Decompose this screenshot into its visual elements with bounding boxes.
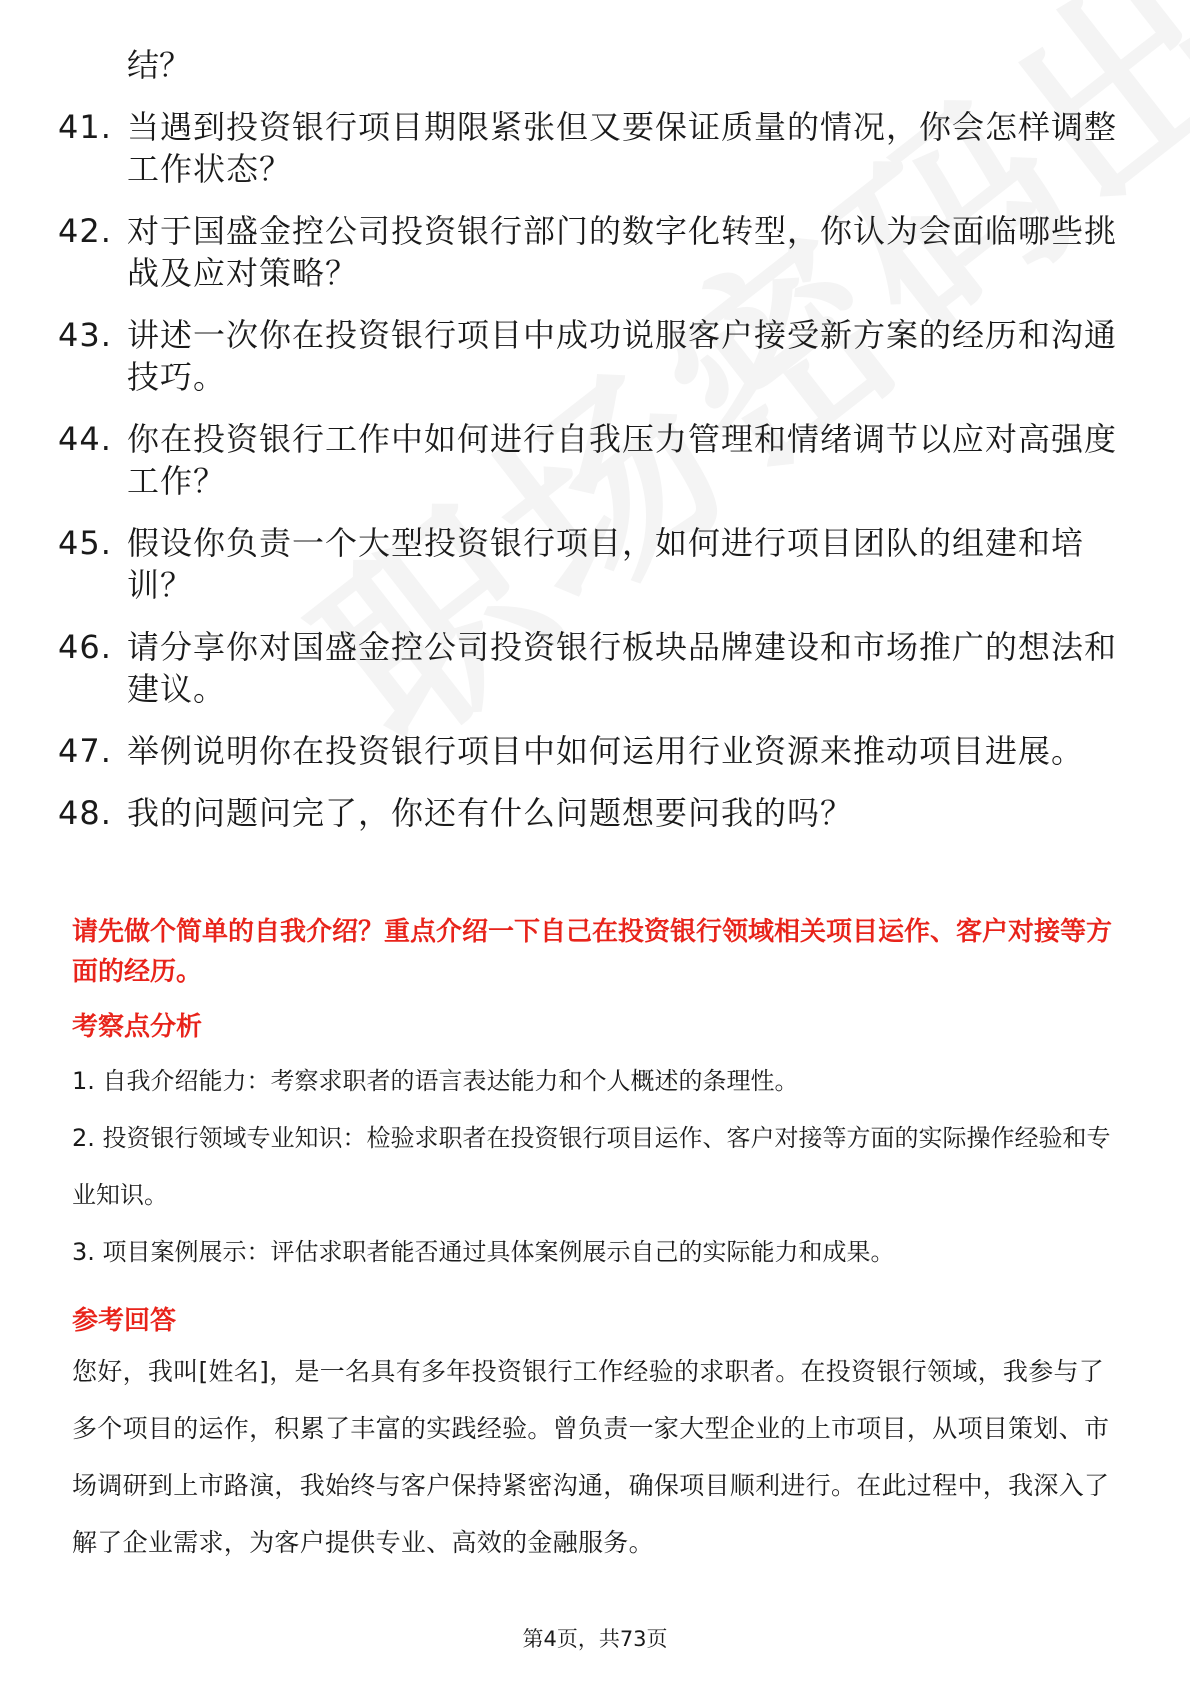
question-text: 讲述一次你在投资银行项目中成功说服客户接受新方案的经历和沟通技巧。 <box>127 316 1118 396</box>
question-number: 44. <box>58 420 112 458</box>
question-text: 请分享你对国盛金控公司投资银行板块品牌建设和市场推广的想法和建议。 <box>127 628 1118 708</box>
question-item <box>58 418 1118 502</box>
reference-title: 参考回答 <box>72 1306 177 1336</box>
question-item <box>58 626 1118 710</box>
question-text: 对于国盛金控公司投资银行部门的数字化转型，你认为会面临哪些挑战及应对策略？ <box>127 212 1118 292</box>
featured-question: 请先做个简单的自我介绍？重点介绍一下自己在投资银行领域相关项目运作、客户对接等方面的经历。 <box>72 917 1113 987</box>
question-text: 举例说明你在投资银行项目中如何运用行业资源来推动项目进展。 <box>127 732 1085 770</box>
analysis-point: 3. 项目案例展示：评估求职者能否通过具体案例展示自己的实际能力和成果。 <box>72 1238 895 1266</box>
featured-question-section <box>72 912 1122 992</box>
question-number: 41. <box>58 108 112 146</box>
reference-section <box>72 1303 1122 1571</box>
question-item <box>58 210 1118 294</box>
question-item <box>58 792 1118 834</box>
analysis-point: 1. 自我介绍能力：考察求职者的语言表达能力和个人概述的条理性。 <box>72 1067 799 1095</box>
question-text: 我的问题问完了，你还有什么问题想要问我的吗？ <box>127 794 854 832</box>
question-number: 45. <box>58 524 112 562</box>
question-continuation: 结？ <box>127 46 192 84</box>
analysis-points <box>72 1053 1122 1281</box>
question-item <box>58 730 1118 772</box>
question-number: 48. <box>58 794 112 832</box>
question-number: 46. <box>58 628 112 666</box>
analysis-title: 考察点分析 <box>72 1012 203 1042</box>
question-text: 假设你负责一个大型投资银行项目，如何进行项目团队的组建和培训？ <box>127 524 1085 604</box>
question-text: 你在投资银行工作中如何进行自我压力管理和情绪调节以应对高强度工作？ <box>127 420 1118 500</box>
page-footer: 第4页，共73页 <box>522 1627 668 1651</box>
analysis-point: 2. 投资银行领域专业知识：检验求职者在投资银行项目运作、客户对接等方面的实际操作经验和专业知识。 <box>72 1124 1111 1209</box>
reference-answer: 您好，我叫[姓名]，是一名具有多年投资银行工作经验的求职者。在投资银行领域，我参与了多个项目的运作，积累了丰富的实践经验。曾负责一家大型企业的上市项目，从项目策划、市场调研到上市路演，我始终与客户保持紧密沟通，确保项目顺利进行。在此过程中，我深入了解了企业需求，为客户提供专业、高效的金融服务。 <box>72 1357 1110 1557</box>
question-list <box>58 44 1118 854</box>
question-number: 47. <box>58 732 112 770</box>
question-number: 43. <box>58 316 112 354</box>
question-number: 42. <box>58 212 112 250</box>
question-text: 当遇到投资银行项目期限紧张但又要保证质量的情况，你会怎样调整工作状态？ <box>127 108 1118 188</box>
question-item <box>58 314 1118 398</box>
question-item <box>58 106 1118 190</box>
question-item <box>58 522 1118 606</box>
analysis-section <box>72 1009 1122 1281</box>
